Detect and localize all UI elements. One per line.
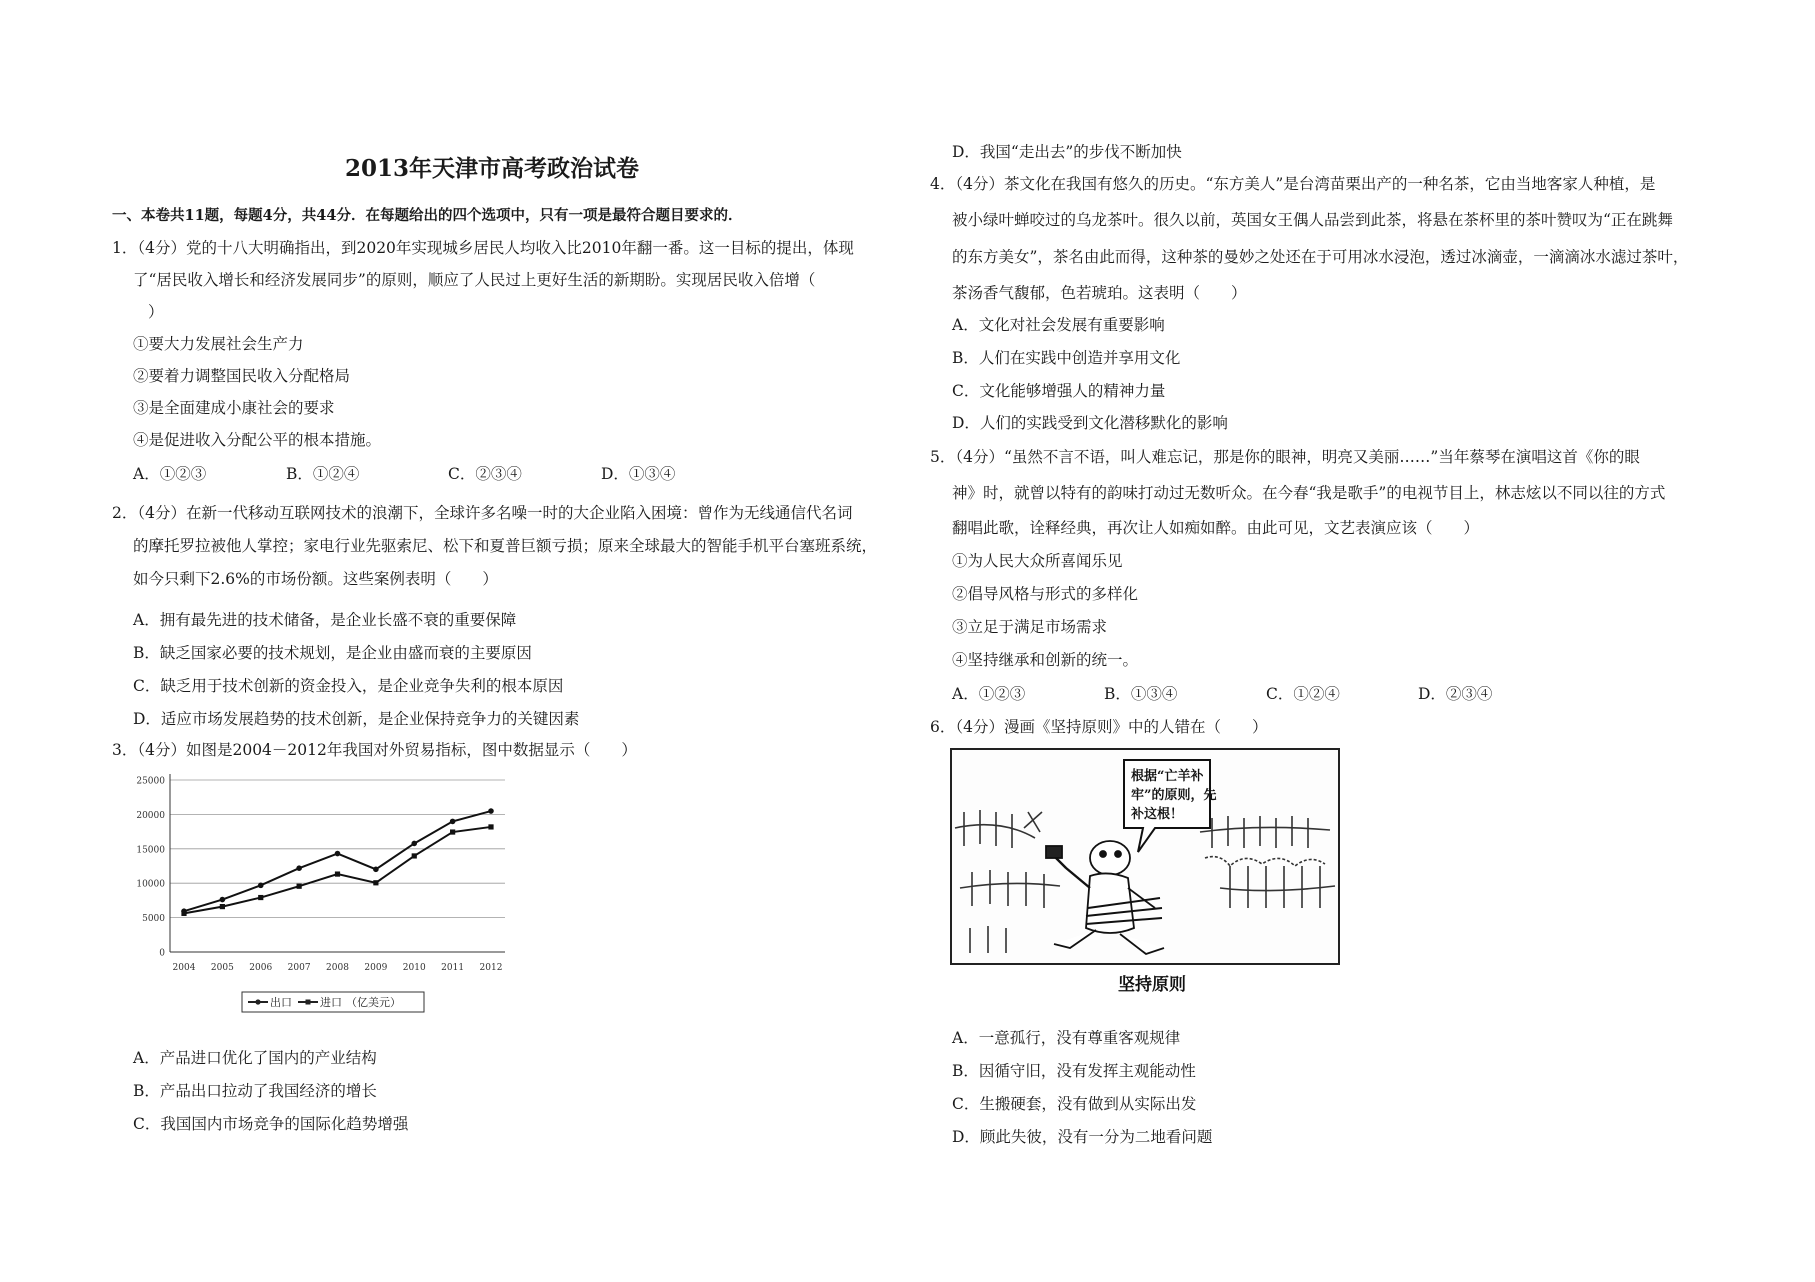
y-tick-label: 20000 — [136, 810, 165, 821]
question-stem-line: ） — [148, 303, 164, 321]
chart-legend — [242, 992, 424, 1012]
option-a[interactable]: A．一意孤行，没有尊重客观规律 — [952, 1029, 1181, 1047]
left-column — [0, 0, 900, 1282]
data-point-export — [450, 819, 456, 825]
y-tick-label: 25000 — [136, 776, 165, 787]
question-stem-line: 4．（4分）茶文化在我国有悠久的历史。“东方美人”是台湾苗栗出产的一种名茶，它由当地客家人种植，是 — [930, 175, 1656, 193]
data-point-import — [220, 904, 225, 909]
data-point-export — [373, 867, 379, 873]
speech-bubble-line: 牢”的原则，先 — [1131, 788, 1217, 803]
cartoon-caption: 坚持原则 — [1118, 975, 1186, 995]
legend-unit: （亿美元） — [346, 996, 401, 1009]
question-stem-line: 神》时，就曾以特有的韵味打动过无数听众。在今春“我是歌手”的电视节目上，林志炫以不同以往的方式 — [952, 484, 1666, 502]
legend-label-export: 出口 — [270, 996, 292, 1009]
option-a[interactable]: A．产品进口优化了国内的产业结构 — [133, 1049, 377, 1067]
option-b[interactable]: B．产品出口拉动了我国经济的增长 — [133, 1082, 377, 1100]
option-a[interactable]: A．拥有最先进的技术储备，是企业长盛不衰的重要保障 — [133, 611, 517, 629]
question-stem-line: 茶汤香气馥郁，色若琥珀。这表明（ ） — [952, 284, 1247, 302]
question-stem-line: 被小绿叶蝉咬过的乌龙茶叶。很久以前，英国女王偶人品尝到此茶，将悬在茶杯里的茶叶赞叹为“正在跳舞 — [952, 211, 1673, 229]
data-point-import — [450, 829, 455, 834]
question-stem-line: 了“居民收入增长和经济发展同步”的原则，顺应了人民过上更好生活的新期盼。实现居民收入倍增（ — [133, 271, 816, 289]
option-d[interactable]: D．②③④ — [1418, 685, 1493, 703]
data-point-export — [488, 808, 494, 814]
option-c[interactable]: C．②③④ — [448, 465, 522, 483]
option-b[interactable]: B．人们在实践中创造并享用文化 — [952, 349, 1181, 367]
option-c[interactable]: C．缺乏用于技术创新的资金投入，是企业竞争失利的根本原因 — [133, 677, 564, 695]
option-a[interactable]: A．①②③ — [133, 465, 207, 483]
option-b[interactable]: B．①③④ — [1104, 685, 1178, 703]
statement-item: ①要大力发展社会生产力 — [133, 335, 304, 353]
question-stem-line: 翻唱此歌，诠释经典，再次让人如痴如醉。由此可见，文艺表演应该（ ） — [952, 519, 1480, 537]
y-tick-label: 10000 — [136, 879, 165, 890]
option-a[interactable]: A．文化对社会发展有重要影响 — [952, 316, 1165, 334]
data-point-import — [373, 880, 378, 885]
data-point-import — [181, 911, 186, 916]
option-c[interactable]: C．生搬硬套，没有做到从实际出发 — [952, 1095, 1197, 1113]
data-point-import — [335, 871, 340, 876]
data-point-import — [488, 824, 493, 829]
option-c[interactable]: C．①②④ — [1266, 685, 1340, 703]
data-point-import — [412, 853, 417, 858]
question-stem-line: 1．（4分）党的十八大明确指出，到2020年实现城乡居民人均收入比2010年翻一番。这一目标的提出，体现 — [112, 239, 854, 257]
option-d[interactable]: D．人们的实践受到文化潜移默化的影响 — [952, 414, 1228, 432]
x-tick-label: 2006 — [249, 963, 273, 973]
option-d[interactable]: D．①③④ — [601, 465, 676, 483]
statement-item: ①为人民大众所喜闻乐见 — [952, 552, 1123, 570]
option-d[interactable]: D．适应市场发展趋势的技术创新，是企业保持竞争力的关键因素 — [133, 710, 580, 728]
section-heading: 一、本卷共11题，每题4分，共44分．在每题给出的四个选项中，只有一项是最符合题目要求的． — [112, 207, 743, 224]
series-line-import — [184, 827, 491, 913]
statement-item: ④是促进收入分配公平的根本措施。 — [133, 431, 382, 449]
question-stem-line: 如今只剩下2.6%的市场份额。这些案例表明（ ） — [133, 570, 498, 588]
statement-item: ②要着力调整国民收入分配格局 — [133, 367, 351, 385]
data-point-export — [411, 841, 417, 847]
x-tick-label: 2004 — [172, 963, 196, 973]
option-b[interactable]: B．①②④ — [286, 465, 360, 483]
speech-bubble-line: 补这根！ — [1131, 807, 1184, 822]
x-tick-label: 2007 — [287, 963, 311, 973]
legend-marker-export — [255, 999, 260, 1004]
y-tick-label: 0 — [159, 948, 165, 959]
x-tick-label: 2009 — [364, 963, 388, 973]
data-point-import — [297, 884, 302, 889]
x-tick-label: 2012 — [479, 963, 503, 973]
chart-axes — [170, 774, 505, 952]
paper-title: 2013年天津市高考政治试卷 — [345, 155, 640, 182]
y-tick-label: 5000 — [142, 914, 165, 925]
question-stem-line: 5．（4分）“虽然不言不语，叫人难忘记，那是你的眼神，明亮又美丽……”当年蔡琴在演唱这首《你的眼 — [930, 448, 1640, 466]
option-b[interactable]: B．缺乏国家必要的技术规划，是企业由盛而衰的主要原因 — [133, 644, 532, 662]
statement-item: ④坚持继承和创新的统一。 — [952, 651, 1139, 669]
x-tick-label: 2011 — [441, 963, 465, 973]
data-point-export — [335, 851, 341, 857]
option-d[interactable]: D．我国“走出去”的步伐不断加快 — [952, 143, 1182, 161]
question-stem-line: 的摩托罗拉被他人掌控；家电行业先驱索尼、松下和夏普巨额亏损；原来全球最大的智能手机平台塞班系统， — [133, 537, 878, 555]
option-d[interactable]: D．顾此失彼，没有一分为二地看问题 — [952, 1128, 1213, 1146]
x-tick-label: 2008 — [326, 963, 349, 973]
option-c[interactable]: C．我国国内市场竞争的国际化趋势增强 — [133, 1115, 409, 1133]
data-point-export — [258, 883, 264, 889]
trade-line-chart — [120, 770, 510, 1020]
cartoon-image — [950, 748, 1350, 998]
question-stem-line: 的东方美女”，茶名由此而得，这种茶的曼妙之处还在于可用冰水浸泡，透过冰滴壶，一滴滴冰水滤过茶叶， — [952, 248, 1689, 266]
data-point-export — [296, 865, 302, 871]
data-point-export — [220, 897, 226, 903]
question-stem-line: 2．（4分）在新一代移动互联网技术的浪潮下，全球许多名噪一时的大企业陷入困境：曾作为无线通信代名词 — [112, 504, 853, 522]
question-stem: 3．（4分）如图是2004－2012年我国对外贸易指标，图中数据显示（ ） — [112, 741, 637, 759]
statement-item: ②倡导风格与形式的多样化 — [952, 585, 1139, 603]
legend-marker-import — [306, 1000, 311, 1005]
statement-item: ③立足于满足市场需求 — [952, 618, 1108, 636]
x-tick-label: 2010 — [402, 963, 426, 973]
option-b[interactable]: B．因循守旧，没有发挥主观能动性 — [952, 1062, 1196, 1080]
x-tick-label: 2005 — [210, 963, 234, 973]
option-a[interactable]: A．①②③ — [952, 685, 1026, 703]
legend-label-import: 进口 — [320, 996, 342, 1009]
data-point-import — [258, 895, 263, 900]
x-tick-labels — [173, 963, 503, 973]
chart-series — [181, 808, 494, 916]
question-stem: 6．（4分）漫画《坚持原则》中的人错在（ ） — [930, 718, 1268, 736]
right-column — [900, 0, 1815, 1282]
series-line-export — [184, 811, 491, 911]
y-tick-label: 15000 — [136, 845, 165, 856]
speech-bubble-line: 根据“亡羊补 — [1131, 769, 1204, 784]
chart-grid — [170, 780, 505, 918]
y-tick-labels — [136, 777, 165, 959]
statement-item: ③是全面建成小康社会的要求 — [133, 399, 335, 417]
option-c[interactable]: C．文化能够增强人的精神力量 — [952, 382, 1166, 400]
